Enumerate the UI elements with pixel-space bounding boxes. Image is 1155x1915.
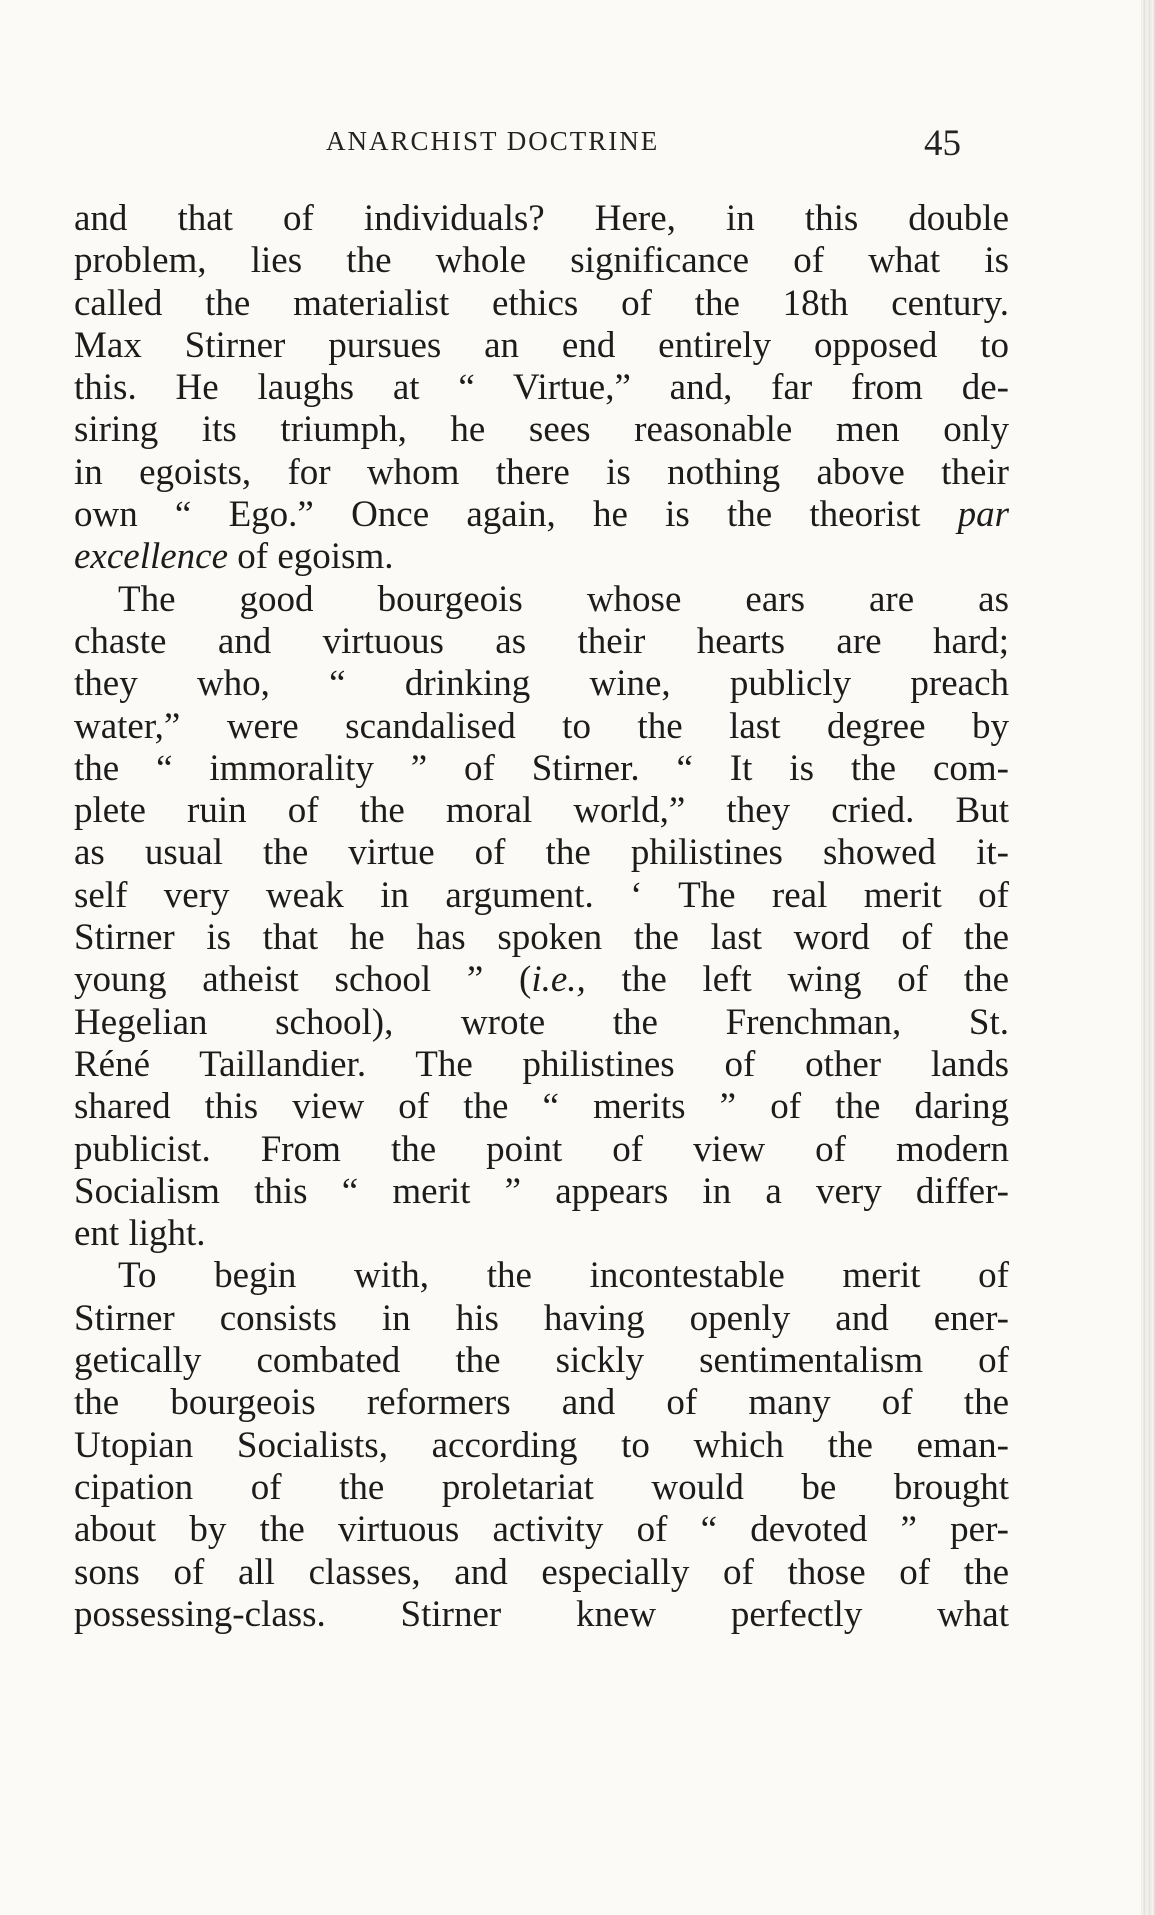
- text-line: and that of individuals? Here, in this double: [74, 198, 1009, 239]
- text-line: in egoists, for whom there is nothing above their: [74, 451, 1009, 493]
- body-text: [74, 198, 1009, 1636]
- text-line: this. He laughs at “ Virtue,” and, far from de-: [74, 367, 1009, 409]
- text-line: young atheist school ” (i.e., the left wing of the: [74, 959, 1009, 1001]
- text-line: plete ruin of the moral world,” they cried. But: [74, 790, 1009, 832]
- text-line: ent light.: [74, 1213, 206, 1255]
- text-line: as usual the virtue of the philistines showed it-: [74, 832, 1009, 874]
- text-line: called the materialist ethics of the 18th century.: [74, 282, 1009, 324]
- text-line: Stirner is that he has spoken the last word of the: [74, 917, 1009, 959]
- text-line: problem, lies the whole significance of what is: [74, 240, 1009, 282]
- text-line: The good bourgeois whose ears are as: [118, 578, 1009, 620]
- text-line: the “ immorality ” of Stirner. “ It is the com-: [74, 747, 1009, 789]
- text-line: shared this view of the “ merits ” of the daring: [74, 1086, 1009, 1128]
- text-line: To begin with, the incontestable merit of: [118, 1255, 1009, 1297]
- running-head: [74, 122, 974, 172]
- text-line: Utopian Socialists, according to which the eman-: [74, 1424, 1009, 1466]
- text-line: Socialism this “ merit ” appears in a very differ-: [74, 1170, 1009, 1212]
- text-line: the bourgeois reformers and of many of the: [74, 1382, 1009, 1424]
- text-line: self very weak in argument. ‘ The real merit of: [74, 874, 1009, 916]
- text-line: Stirner consists in his having openly and ener-: [74, 1297, 1009, 1339]
- text-line: Max Stirner pursues an end entirely opposed to: [74, 324, 1009, 366]
- text-line: Réné Taillandier. The philistines of other lands: [74, 1043, 1009, 1085]
- text-line: own “ Ego.” Once again, he is the theorist par: [74, 494, 1009, 536]
- text-line: chaste and virtuous as their hearts are hard;: [74, 620, 1009, 662]
- text-line: cipation of the proletariat would be brought: [74, 1466, 1009, 1508]
- text-line: publicist. From the point of view of modern: [74, 1128, 1009, 1170]
- text-line: siring its triumph, he sees reasonable men only: [74, 409, 1009, 451]
- text-line: about by the virtuous activity of “ devoted ” per-: [74, 1509, 1009, 1551]
- page-number: 45: [924, 123, 961, 164]
- page-edge: [1141, 0, 1155, 1915]
- text-line: they who, “ drinking wine, publicly preach: [74, 663, 1009, 705]
- running-title: ANARCHIST DOCTRINE: [326, 126, 660, 156]
- text-line: excellence of egoism.: [74, 536, 394, 578]
- text-line: getically combated the sickly sentimentalism of: [74, 1340, 1009, 1382]
- text-line: possessing-class. Stirner knew perfectly what: [74, 1593, 1009, 1635]
- text-line: sons of all classes, and especially of those of the: [74, 1551, 1009, 1593]
- text-line: Hegelian school), wrote the Frenchman, St.: [74, 1001, 1009, 1043]
- text-line: water,” were scandalised to the last degree by: [74, 705, 1009, 747]
